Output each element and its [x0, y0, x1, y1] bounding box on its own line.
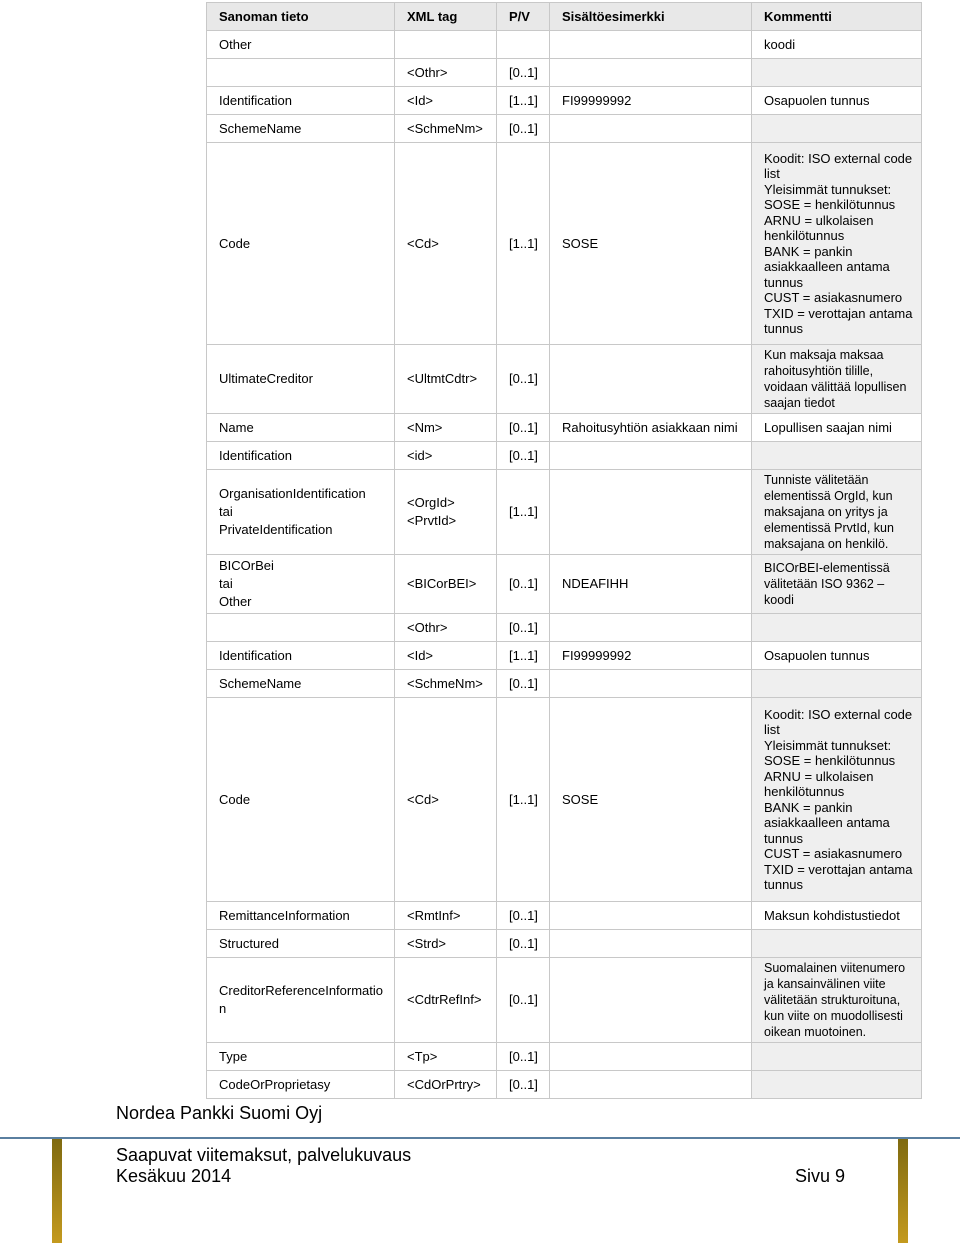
cell-xml-tag-line: <Cd> [407, 235, 439, 251]
cell-sanoman-tieto [207, 470, 395, 555]
cell-sisaltoesimerkki [550, 958, 752, 1043]
cell-xml-tag [395, 31, 497, 59]
cell-sanoman-tieto-line: UltimateCreditor [219, 371, 313, 386]
cell-pv [497, 59, 550, 87]
cell-pv-line: [1..1] [509, 504, 538, 519]
cell-sisaltoesimerkki [550, 670, 752, 698]
cell-sanoman-tieto [207, 902, 395, 930]
table-row [207, 930, 922, 958]
cell-pv-line: [0..1] [509, 576, 538, 591]
cell-pv-line: [1..1] [509, 235, 538, 251]
cell-xml-tag [395, 698, 497, 902]
cell-sanoman-tieto [207, 87, 395, 115]
cell-sisaltoesimerkki [550, 902, 752, 930]
cell-pv-line: [0..1] [509, 935, 538, 951]
cell-xml-tag [395, 1071, 497, 1099]
table-row [207, 59, 922, 87]
cell-xml-tag-line: <Id> [407, 92, 434, 108]
cell-pv-line: [0..1] [509, 907, 538, 923]
cell-kommentti [752, 902, 922, 930]
table-row [207, 1043, 922, 1071]
cell-xml-tag-line: <id> [407, 447, 433, 463]
footer-document-title: Saapuvat viitemaksut, palvelukuvaus [116, 1145, 412, 1165]
cell-sisaltoesimerkki [550, 115, 752, 143]
cell-xml-tag [395, 614, 497, 642]
cell-sanoman-tieto-line: n [219, 1001, 227, 1016]
cell-pv [497, 345, 550, 414]
comment-text: Osapuolen tunnus [764, 92, 870, 108]
cell-pv [497, 115, 550, 143]
cell-sanoman-tieto-line: Code [219, 791, 251, 807]
cell-xml-tag-line: <Cd> [407, 791, 439, 807]
cell-xml-tag [395, 930, 497, 958]
cell-pv [497, 470, 550, 555]
cell-xml-tag [395, 902, 497, 930]
table-row [207, 345, 922, 414]
cell-pv [497, 958, 550, 1043]
comment-text: Suomalainen viitenumero ja kansainvälinen viite välitetään strukturoituna, kun viite on muodollisesti oikean muotoinen. [764, 961, 906, 1039]
cell-xml-tag-line: <PrvtId> [407, 513, 457, 528]
cell-sanoman-tieto-line: Name [219, 419, 254, 435]
footer-left-bar [52, 1139, 62, 1243]
cell-pv-line: [1..1] [509, 92, 538, 108]
cell-xml-tag [395, 115, 497, 143]
cell-sanoman-tieto [207, 115, 395, 143]
cell-pv [497, 614, 550, 642]
cell-pv-line: [0..1] [509, 1048, 538, 1064]
comment-text: Maksun kohdistustiedot [764, 907, 900, 923]
cell-pv-line: [1..1] [509, 791, 538, 807]
cell-sanoman-tieto [207, 555, 395, 614]
cell-sanoman-tieto-line: Code [219, 235, 251, 251]
table-row [207, 414, 922, 442]
cell-xml-tag [395, 670, 497, 698]
comment-text: Osapuolen tunnus [764, 647, 870, 663]
cell-xml-tag [395, 958, 497, 1043]
cell-pv [497, 442, 550, 470]
cell-sisaltoesimerkki [550, 470, 752, 555]
cell-sisaltoesimerkki: FI99999992 [550, 642, 752, 670]
cell-xml-tag [395, 345, 497, 414]
cell-kommentti [752, 345, 922, 414]
cell-sanoman-tieto [207, 670, 395, 698]
cell-sanoman-tieto [207, 414, 395, 442]
cell-pv-line: [0..1] [509, 619, 538, 635]
cell-pv [497, 1071, 550, 1099]
cell-xml-tag-line: <Tp> [407, 1048, 438, 1064]
table-row [207, 614, 922, 642]
cell-sisaltoesimerkki: FI99999992 [550, 87, 752, 115]
cell-pv [497, 414, 550, 442]
cell-sanoman-tieto-line: OrganisationIdentification [219, 486, 366, 501]
cell-pv-line: [0..1] [509, 447, 538, 463]
cell-xml-tag [395, 470, 497, 555]
table-row [207, 555, 922, 614]
cell-sanoman-tieto [207, 930, 395, 958]
cell-sanoman-tieto-line: PrivateIdentification [219, 522, 333, 537]
cell-sanoman-tieto-line: Other [219, 36, 252, 52]
header-xml-tag: XML tag [395, 3, 497, 31]
header-pv: P/V [497, 3, 550, 31]
comment-text: Koodit: ISO external code list Yleisimmät tunnukset: SOSE = henkilötunnus ARNU = ulkolaisen henkilötunnus BANK = pankin asiakkaalleen antama tunnus CUST = asiakasnumero TXID = verottajan antama tunnus [764, 706, 913, 892]
cell-sisaltoesimerkki: SOSE [550, 698, 752, 902]
cell-sisaltoesimerkki: Rahoitusyhtiön asiakkaan nimi [550, 414, 752, 442]
cell-sanoman-tieto-line: Structured [219, 935, 279, 951]
cell-xml-tag [395, 442, 497, 470]
cell-sanoman-tieto [207, 31, 395, 59]
cell-xml-tag [395, 143, 497, 345]
cell-xml-tag [395, 1043, 497, 1071]
cell-xml-tag-line: <Nm> [407, 419, 443, 435]
cell-sisaltoesimerkki [550, 930, 752, 958]
cell-sanoman-tieto-line: RemittanceInformation [219, 907, 350, 923]
cell-kommentti [752, 115, 922, 143]
cell-kommentti [752, 87, 922, 115]
cell-kommentti [752, 470, 922, 555]
cell-xml-tag-line: <Othr> [407, 619, 448, 635]
cell-pv [497, 670, 550, 698]
cell-xml-tag-line: <OrgId> [407, 495, 455, 510]
table-row [207, 143, 922, 345]
cell-sanoman-tieto-line: CreditorReferenceInformatio [219, 983, 384, 998]
header-sisaltoesimerkki: Sisältöesimerkki [550, 3, 752, 31]
cell-sanoman-tieto [207, 1043, 395, 1071]
cell-xml-tag-line: <Id> [407, 647, 434, 663]
footer-page-number: Sivu 9 [795, 1166, 846, 1186]
cell-kommentti [752, 614, 922, 642]
cell-xml-tag [395, 414, 497, 442]
table-row [207, 958, 922, 1043]
cell-sisaltoesimerkki [550, 614, 752, 642]
footer-divider [0, 1137, 960, 1139]
cell-pv [497, 930, 550, 958]
cell-xml-tag-line: <RmtInf> [407, 907, 461, 923]
cell-sanoman-tieto-line: Identification [219, 447, 292, 463]
cell-sanoman-tieto-line: tai [219, 576, 233, 591]
cell-kommentti [752, 930, 922, 958]
cell-sanoman-tieto [207, 59, 395, 87]
comment-text: koodi [764, 36, 796, 52]
cell-sanoman-tieto [207, 698, 395, 902]
cell-kommentti [752, 958, 922, 1043]
cell-kommentti [752, 555, 922, 614]
cell-sisaltoesimerkki [550, 1071, 752, 1099]
cell-kommentti [752, 698, 922, 902]
cell-sanoman-tieto-line: Type [219, 1048, 248, 1064]
table-row [207, 87, 922, 115]
cell-xml-tag-line: <SchmeNm> [407, 675, 483, 691]
cell-sisaltoesimerkki [550, 442, 752, 470]
cell-sanoman-tieto [207, 614, 395, 642]
cell-kommentti [752, 442, 922, 470]
cell-xml-tag [395, 59, 497, 87]
cell-xml-tag-line: <Strd> [407, 935, 447, 951]
cell-kommentti [752, 1043, 922, 1071]
cell-pv [497, 87, 550, 115]
cell-pv [497, 642, 550, 670]
cell-xml-tag-line: <BICorBEI> [407, 576, 477, 591]
spec-table [206, 2, 922, 1099]
cell-pv [497, 698, 550, 902]
cell-sanoman-tieto-line: BICOrBei [219, 558, 274, 573]
cell-sisaltoesimerkki [550, 345, 752, 414]
cell-sanoman-tieto-line: Identification [219, 647, 292, 663]
cell-pv-line: [0..1] [509, 64, 538, 80]
cell-kommentti [752, 31, 922, 59]
cell-xml-tag-line: <UltmtCdtr> [407, 371, 478, 386]
cell-sisaltoesimerkki [550, 31, 752, 59]
table-header-row [207, 3, 922, 31]
cell-xml-tag-line: <CdOrPrtry> [407, 1076, 481, 1092]
cell-sisaltoesimerkki [550, 59, 752, 87]
cell-sanoman-tieto-line: Identification [219, 92, 292, 108]
table-row [207, 902, 922, 930]
table-row [207, 1071, 922, 1099]
cell-xml-tag-line: <Othr> [407, 64, 448, 80]
table-row [207, 442, 922, 470]
cell-xml-tag [395, 642, 497, 670]
cell-kommentti [752, 642, 922, 670]
cell-pv [497, 143, 550, 345]
cell-sanoman-tieto-line: tai [219, 504, 233, 519]
table-row [207, 31, 922, 59]
header-sanoman-tieto: Sanoman tieto [207, 3, 395, 31]
cell-sanoman-tieto-line: CodeOrProprietasy [219, 1076, 331, 1092]
footer-date: Kesäkuu 2014 [116, 1166, 232, 1186]
cell-xml-tag [395, 87, 497, 115]
cell-xml-tag-line: <SchmeNm> [407, 120, 483, 136]
cell-xml-tag [395, 555, 497, 614]
cell-pv-line: [0..1] [509, 371, 538, 386]
cell-sanoman-tieto [207, 1071, 395, 1099]
cell-sanoman-tieto [207, 958, 395, 1043]
comment-text: BICOrBEI-elementissä välitetään ISO 9362 – koodi [764, 561, 890, 607]
footer-company: Nordea Pankki Suomi Oyj [116, 1103, 323, 1123]
comment-text: Tunniste välitetään elementissä OrgId, kun maksajana on yritys ja elementissä PrvtId, kun maksajana on henkilö. [764, 473, 894, 551]
cell-pv [497, 555, 550, 614]
cell-sanoman-tieto [207, 642, 395, 670]
cell-sisaltoesimerkki: SOSE [550, 143, 752, 345]
cell-pv-line: [1..1] [509, 647, 538, 663]
cell-sisaltoesimerkki [550, 1043, 752, 1071]
cell-xml-tag-line: <CdtrRefInf> [407, 992, 482, 1007]
table-row [207, 470, 922, 555]
cell-sanoman-tieto-line: Other [219, 594, 252, 609]
cell-sanoman-tieto-line: SchemeName [219, 675, 302, 691]
cell-pv [497, 902, 550, 930]
comment-text: Kun maksaja maksaa rahoitusyhtiön tilille, voidaan välittää lopullisen saajan tiedot [764, 348, 907, 410]
table-row [207, 642, 922, 670]
cell-kommentti [752, 670, 922, 698]
table-row [207, 698, 922, 902]
cell-kommentti [752, 143, 922, 345]
cell-pv-line: [0..1] [509, 120, 538, 136]
cell-pv [497, 31, 550, 59]
cell-pv-line: [0..1] [509, 675, 538, 691]
cell-pv [497, 1043, 550, 1071]
cell-pv-line: [0..1] [509, 419, 538, 435]
cell-sanoman-tieto [207, 442, 395, 470]
comment-text: Lopullisen saajan nimi [764, 419, 892, 435]
comment-text: Koodit: ISO external code list Yleisimmät tunnukset: SOSE = henkilötunnus ARNU = ulkolaisen henkilötunnus BANK = pankin asiakkaalleen antama tunnus CUST = asiakasnumero TXID = verottajan antama tunnus [764, 150, 913, 336]
cell-kommentti [752, 1071, 922, 1099]
cell-kommentti [752, 414, 922, 442]
cell-sanoman-tieto-line: SchemeName [219, 120, 302, 136]
table-row [207, 670, 922, 698]
footer-right-bar [898, 1139, 908, 1243]
cell-sanoman-tieto [207, 345, 395, 414]
cell-sanoman-tieto [207, 143, 395, 345]
table-row [207, 115, 922, 143]
header-kommentti: Kommentti [752, 3, 922, 31]
cell-kommentti [752, 59, 922, 87]
cell-sisaltoesimerkki: NDEAFIHH [550, 555, 752, 614]
cell-pv-line: [0..1] [509, 992, 538, 1007]
cell-pv-line: [0..1] [509, 1076, 538, 1092]
